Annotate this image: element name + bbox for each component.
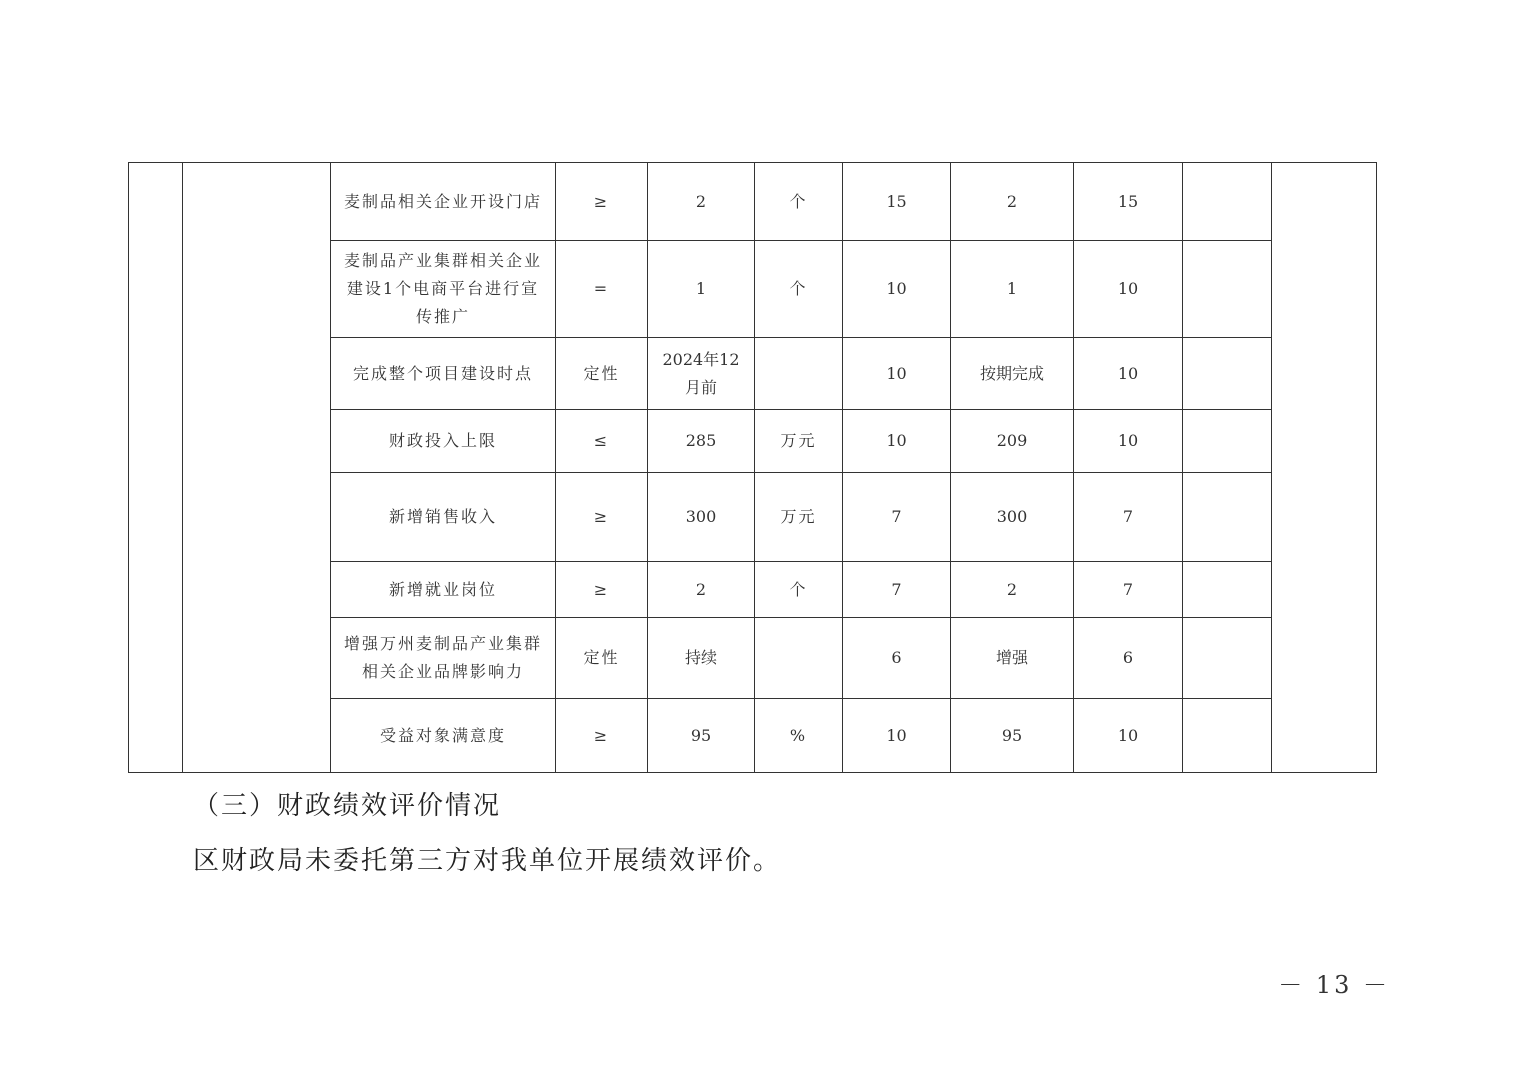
target-value-cell: 285 [648, 410, 755, 473]
indicator-name-cell: 增强万州麦制品产业集群相关企业品牌影响力 [331, 618, 556, 699]
unit-cell [755, 338, 843, 410]
unit-cell: 万元 [755, 473, 843, 562]
weight-cell: 6 [843, 618, 951, 699]
weight-cell: 10 [843, 410, 951, 473]
operator-cell: 定性 [556, 618, 648, 699]
unit-cell: 个 [755, 562, 843, 618]
unit-cell: 个 [755, 163, 843, 241]
actual-value-cell: 2 [951, 562, 1074, 618]
target-value-cell: 1 [648, 241, 755, 338]
weight-cell: 15 [843, 163, 951, 241]
section-body-paragraph: 区财政局未委托第三方对我单位开展绩效评价。 [193, 846, 782, 876]
operator-cell: ≥ [556, 699, 648, 773]
category-cell-level-2 [183, 163, 331, 773]
unit-cell: % [755, 699, 843, 773]
indicator-name-cell: 财政投入上限 [331, 410, 556, 473]
target-value-cell: 300 [648, 473, 755, 562]
score-cell: 7 [1074, 562, 1183, 618]
indicator-name-cell: 受益对象满意度 [331, 699, 556, 773]
actual-value-cell: 95 [951, 699, 1074, 773]
target-value-cell: 95 [648, 699, 755, 773]
operator-cell: ≥ [556, 562, 648, 618]
indicator-name-cell: 新增销售收入 [331, 473, 556, 562]
page-number: － 13 － [1278, 971, 1390, 999]
actual-value-cell: 按期完成 [951, 338, 1074, 410]
target-value-cell: 持续 [648, 618, 755, 699]
actual-value-cell: 增强 [951, 618, 1074, 699]
remark-cell [1183, 338, 1272, 410]
table-row [129, 163, 1377, 241]
target-value-cell: 2 [648, 163, 755, 241]
weight-cell: 10 [843, 241, 951, 338]
actual-value-cell: 2 [951, 163, 1074, 241]
target-value-cell: 2 [648, 562, 755, 618]
category-cell-level-1 [129, 163, 183, 773]
score-cell: 10 [1074, 338, 1183, 410]
operator-cell: ≥ [556, 163, 648, 241]
weight-cell: 7 [843, 473, 951, 562]
unit-cell: 个 [755, 241, 843, 338]
operator-cell: ≥ [556, 473, 648, 562]
weight-cell: 7 [843, 562, 951, 618]
score-cell: 10 [1074, 241, 1183, 338]
operator-cell: = [556, 241, 648, 338]
score-cell: 15 [1074, 163, 1183, 241]
remark-cell [1183, 473, 1272, 562]
operator-cell: 定性 [556, 338, 648, 410]
unit-cell: 万元 [755, 410, 843, 473]
performance-indicator-table [128, 162, 1377, 773]
unit-cell [755, 618, 843, 699]
indicator-name-cell: 新增就业岗位 [331, 562, 556, 618]
trailing-merged-cell [1272, 163, 1377, 773]
actual-value-cell: 300 [951, 473, 1074, 562]
indicator-name-cell: 完成整个项目建设时点 [331, 338, 556, 410]
actual-value-cell: 209 [951, 410, 1074, 473]
score-cell: 10 [1074, 410, 1183, 473]
actual-value-cell: 1 [951, 241, 1074, 338]
weight-cell: 10 [843, 338, 951, 410]
remark-cell [1183, 241, 1272, 338]
remark-cell [1183, 163, 1272, 241]
indicator-name-cell: 麦制品相关企业开设门店 [331, 163, 556, 241]
target-value-cell: 2024年12月前 [648, 338, 755, 410]
indicator-name-cell: 麦制品产业集群相关企业建设1个电商平台进行宣传推广 [331, 241, 556, 338]
score-cell: 10 [1074, 699, 1183, 773]
remark-cell [1183, 699, 1272, 773]
section-heading: （三）财政绩效评价情况 [193, 791, 502, 821]
weight-cell: 10 [843, 699, 951, 773]
operator-cell: ≤ [556, 410, 648, 473]
remark-cell [1183, 410, 1272, 473]
remark-cell [1183, 562, 1272, 618]
score-cell: 7 [1074, 473, 1183, 562]
remark-cell [1183, 618, 1272, 699]
score-cell: 6 [1074, 618, 1183, 699]
